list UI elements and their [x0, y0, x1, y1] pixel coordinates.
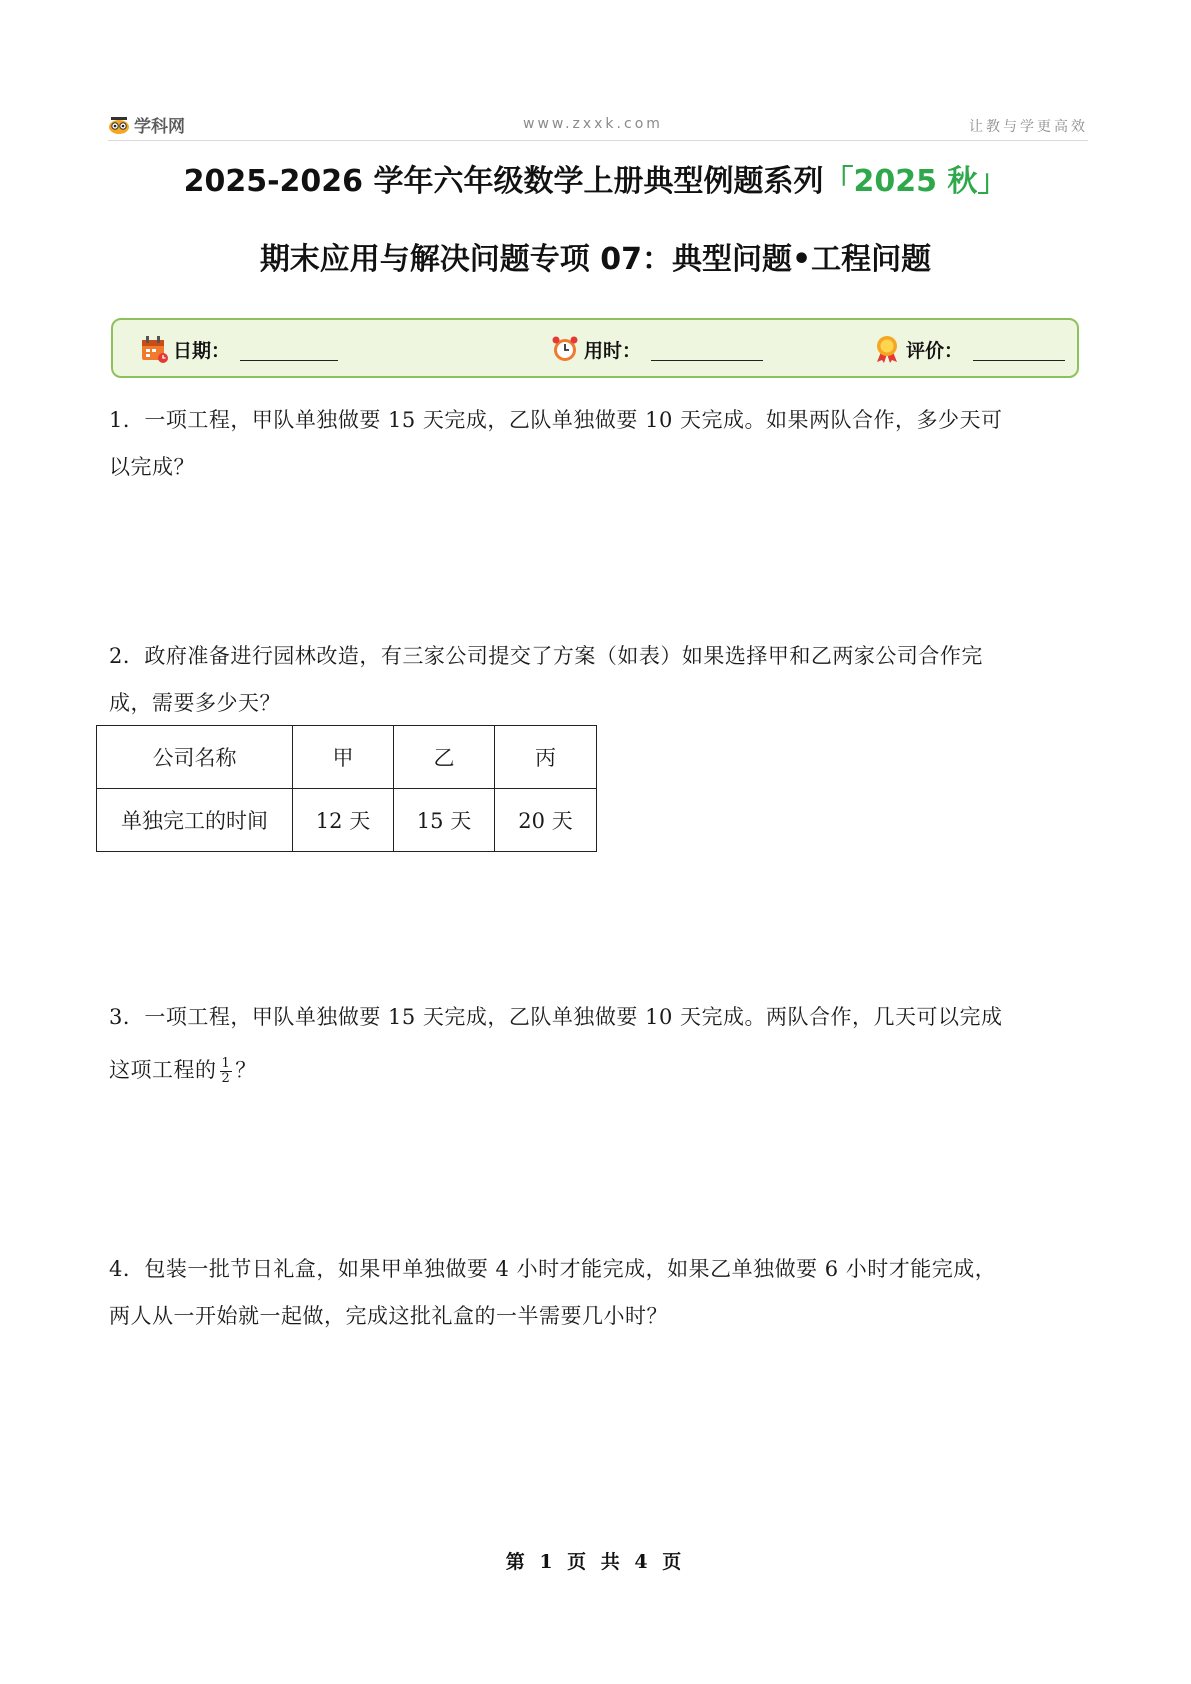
question-2 — [109, 633, 1089, 727]
table-header-cell: 公司名称 — [97, 726, 293, 789]
question-2-line-2: 成，需要多少天？ — [109, 691, 281, 715]
question-1 — [109, 397, 1089, 491]
question-1-line-1: 1．一项工程，甲队单独做要 15 天完成，乙队单独做要 10 天完成。如果两队合作，多少天可 — [109, 408, 1003, 432]
fraction-denominator: 2 — [221, 1071, 231, 1086]
table-header-row — [97, 726, 597, 789]
question-1-line-2: 以完成？ — [109, 455, 195, 479]
title-main: 2025-2026 学年六年级数学上册典型例题系列 — [183, 164, 824, 199]
question-2-line-1: 2．政府准备进行园林改造，有三家公司提交了方案（如表）如果选择甲和乙两家公司合作完 — [109, 644, 983, 668]
owl-logo-icon — [108, 116, 130, 134]
table-header-cell: 甲 — [293, 726, 394, 789]
time-field — [550, 334, 763, 364]
fraction-one-half — [220, 1057, 233, 1086]
question-4-line-1: 4．包装一批节日礼盒，如果甲单独做要 4 小时才能完成，如果乙单独做要 6 小时才能完成， — [109, 1257, 997, 1281]
question-3-line-1: 3．一项工程，甲队单独做要 15 天完成，乙队单独做要 10 天完成。两队合作，几天可以完成 — [109, 1005, 1003, 1029]
page-header — [108, 110, 1088, 141]
title-line-2: 期末应用与解决问题专项 07：典型问题•工程问题 — [259, 242, 932, 277]
question-3 — [109, 994, 1089, 1094]
question-4 — [109, 1246, 1089, 1340]
rating-label: 评价： — [906, 339, 964, 362]
date-blank[interactable] — [240, 338, 338, 361]
table-cell: 15 天 — [394, 789, 495, 852]
rating-blank[interactable] — [973, 338, 1065, 361]
fraction-numerator: 1 — [221, 1056, 231, 1071]
medal-icon — [872, 334, 902, 364]
table-row — [97, 789, 597, 852]
question-3-end: ？ — [235, 1058, 257, 1082]
info-box — [111, 318, 1079, 378]
table-cell: 20 天 — [495, 789, 597, 852]
alarm-clock-icon — [550, 334, 580, 364]
logo — [108, 112, 185, 137]
date-label: 日期： — [173, 339, 231, 362]
slogan: 让教与学更高效 — [969, 119, 1088, 135]
question-3-line-2 — [109, 1047, 1089, 1094]
company-table — [96, 725, 597, 852]
rating-field — [872, 334, 1065, 364]
question-3-text: 这项工程的 — [109, 1058, 217, 1082]
table-header-cell: 乙 — [394, 726, 495, 789]
table-cell: 12 天 — [293, 789, 394, 852]
time-label: 用时： — [584, 339, 642, 362]
calendar-icon — [139, 334, 169, 364]
table-header-cell: 丙 — [495, 726, 597, 789]
question-4-line-2: 两人从一开始就一起做，完成这批礼盒的一半需要几小时？ — [109, 1304, 668, 1328]
title-line-1 — [0, 156, 1191, 200]
time-blank[interactable] — [651, 338, 763, 361]
date-field — [139, 334, 338, 364]
site-url: www.zxxk.com — [523, 116, 663, 132]
page-number: 第 1 页 共 4 页 — [505, 1551, 686, 1573]
logo-text: 学科网 — [134, 117, 185, 137]
table-cell: 单独完工的时间 — [97, 789, 293, 852]
title-highlight: 「2025 秋」 — [823, 164, 1008, 199]
